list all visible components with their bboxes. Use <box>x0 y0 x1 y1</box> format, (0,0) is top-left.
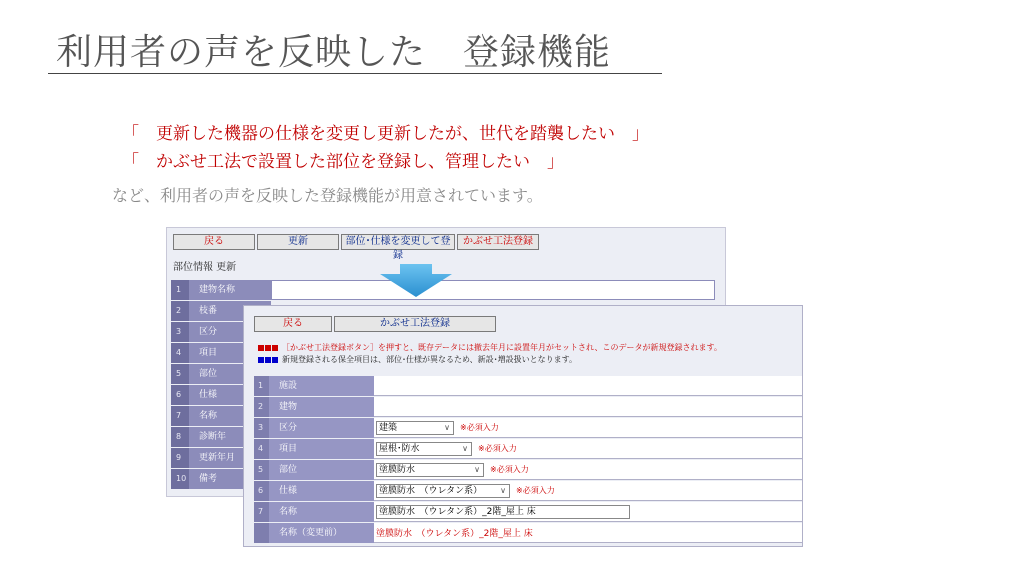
row-label: 仕様 <box>269 481 374 501</box>
form-row <box>254 460 803 480</box>
row-number: 8 <box>171 427 189 447</box>
item-value: 屋根･防水 <box>379 443 420 454</box>
form-row <box>254 397 803 417</box>
part-cell <box>374 460 803 480</box>
required-label: ※必須入力 <box>460 423 499 432</box>
row-label: 施設 <box>269 376 374 396</box>
row-number: 10 <box>171 469 189 489</box>
row-number: 1 <box>254 376 269 396</box>
part-value: 塗膜防水 <box>379 464 416 475</box>
spec-select[interactable] <box>376 484 510 498</box>
required-label: ※必須入力 <box>516 486 555 495</box>
row-label: 部位 <box>189 364 271 384</box>
name-cell <box>374 502 803 522</box>
back-button[interactable]: 戻る <box>254 316 332 332</box>
name-input[interactable]: 塗膜防水 （ウレタン系）_2階_屋上 床 <box>376 505 630 519</box>
facility-value <box>374 376 803 396</box>
row-label: 名称 <box>269 502 374 522</box>
slide-title: 利用者の声を反映した 登録機能 <box>56 32 612 73</box>
red-square-icon <box>265 345 271 351</box>
form-row <box>254 376 803 396</box>
row-number: 3 <box>254 418 269 438</box>
row-label: 更新年月 <box>189 448 271 468</box>
kabuse-register-window <box>243 305 803 547</box>
chevron-down-icon: ∨ <box>500 485 506 495</box>
row-number: 7 <box>254 502 269 522</box>
chevron-down-icon: ∨ <box>444 422 450 432</box>
kabuse-register-button[interactable]: かぶせ工法登録 <box>334 316 496 332</box>
row-label: 区分 <box>269 418 374 438</box>
update-button[interactable]: 更新 <box>257 234 339 250</box>
row-label: 項目 <box>189 343 271 363</box>
spec-cell <box>374 481 803 501</box>
row-label: 仕様 <box>189 385 271 405</box>
chevron-down-icon: ∨ <box>462 443 468 453</box>
down-arrow-icon <box>380 264 452 298</box>
note-text: ［かぶせ工法登録ボタン］を押すと、既存データには撤去年月に設置年月がセットされ、このデータが新規登録されます。 <box>282 343 722 352</box>
form-row <box>254 502 803 522</box>
previous-name-value: 塗膜防水 （ウレタン系）_2階_屋上 床 <box>376 529 533 539</box>
row-label: 診断年 <box>189 427 271 447</box>
red-square-icon <box>258 345 264 351</box>
row-number: 4 <box>171 343 189 363</box>
red-square-icon <box>272 345 278 351</box>
previous-name-cell <box>374 523 803 543</box>
row-label: 建物 <box>269 397 374 417</box>
notes <box>258 342 722 366</box>
category-cell <box>374 418 803 438</box>
row-number: 6 <box>254 481 269 501</box>
form-row <box>254 439 803 459</box>
row-number: 2 <box>171 301 189 321</box>
form-row <box>254 418 803 438</box>
update-toolbar <box>173 234 539 261</box>
required-label: ※必須入力 <box>490 465 529 474</box>
form-row <box>254 481 803 501</box>
row-label: 枝番 <box>189 301 271 321</box>
row-number: 5 <box>254 460 269 480</box>
category-value: 建築 <box>379 422 398 433</box>
row-number: 2 <box>254 397 269 417</box>
row-number: 7 <box>171 406 189 426</box>
summary-text: など、利用者の声を反映した登録機能が用意されています。 <box>112 186 543 205</box>
note-line <box>258 354 722 366</box>
title-underline <box>48 73 662 74</box>
row-number: 9 <box>171 448 189 468</box>
kabuse-toolbar <box>254 316 496 332</box>
user-quote-1: 「 更新した機器の仕様を変更し更新したが、世代を踏襲したい 」 <box>122 124 649 144</box>
category-select[interactable] <box>376 421 454 435</box>
spec-value: 塗膜防水 （ウレタン系） <box>379 485 483 496</box>
user-quote-2: 「 かぶせ工法で設置した部位を登録し、管理したい 」 <box>122 152 564 172</box>
note-line <box>258 342 722 354</box>
row-label: 名称（変更前） <box>269 523 374 543</box>
section-title: 部位情報 更新 <box>173 262 237 273</box>
row-number <box>254 523 269 543</box>
kabuse-register-button[interactable]: かぶせ工法登録 <box>457 234 539 250</box>
building-name-field[interactable] <box>271 280 715 300</box>
building-value <box>374 397 803 417</box>
change-spec-register-button[interactable]: 部位･仕様を変更して登録 <box>341 234 455 250</box>
row-label: 備考 <box>189 469 271 489</box>
item-select[interactable] <box>376 442 472 456</box>
back-button[interactable]: 戻る <box>173 234 255 250</box>
row-number: 5 <box>171 364 189 384</box>
row-label: 区分 <box>189 322 271 342</box>
row-number: 6 <box>171 385 189 405</box>
row-label: 建物名称 <box>189 280 271 300</box>
blue-square-icon <box>265 357 271 363</box>
row-number: 1 <box>171 280 189 300</box>
required-label: ※必須入力 <box>478 444 517 453</box>
blue-square-icon <box>272 357 278 363</box>
part-select[interactable] <box>376 463 484 477</box>
chevron-down-icon: ∨ <box>474 464 480 474</box>
row-label: 項目 <box>269 439 374 459</box>
item-cell <box>374 439 803 459</box>
row-label: 部位 <box>269 460 374 480</box>
form-row <box>254 523 803 543</box>
blue-square-icon <box>258 357 264 363</box>
kabuse-form <box>254 376 803 544</box>
row-label: 名称 <box>189 406 271 426</box>
note-text: 新規登録される保全項目は、部位･仕様が異なるため、新設･増設扱いとなります。 <box>282 355 578 364</box>
row-number: 4 <box>254 439 269 459</box>
row-number: 3 <box>171 322 189 342</box>
